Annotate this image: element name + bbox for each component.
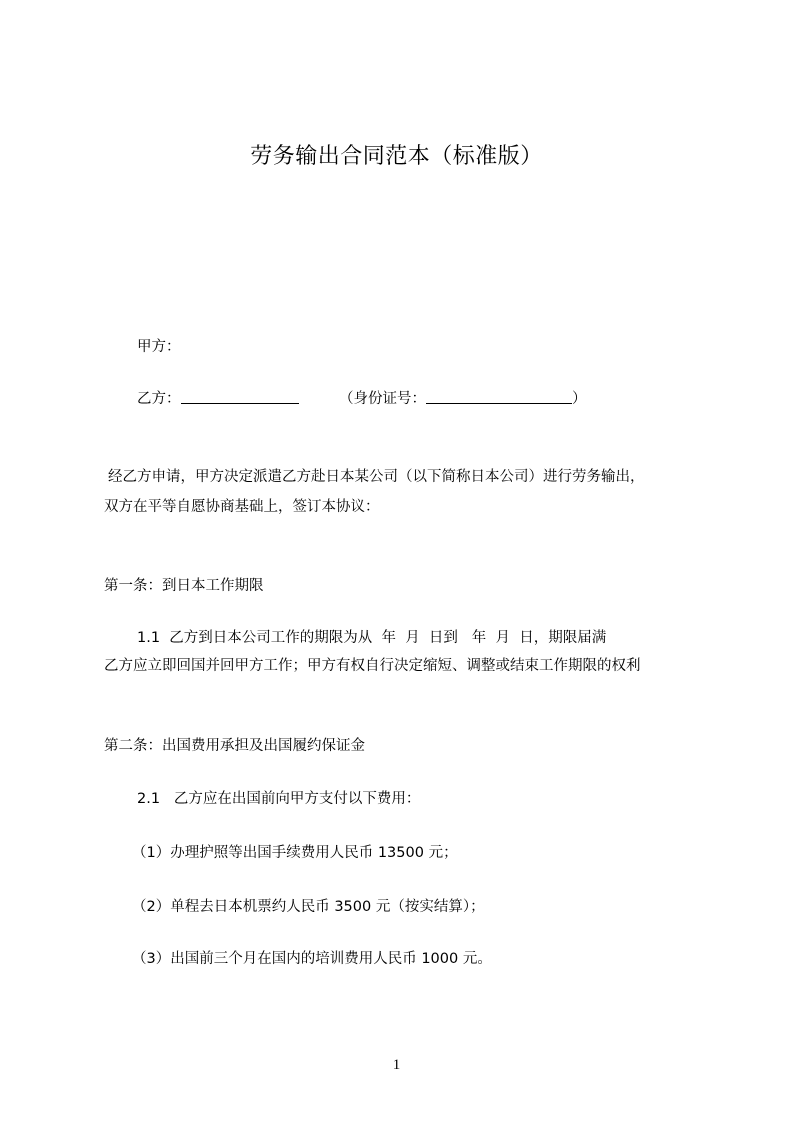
party-b-line	[137, 389, 299, 409]
party-b-name-blank	[181, 389, 299, 404]
id-number-label: （身份证号：	[339, 391, 426, 407]
article-1-heading: 第一条：到日本工作期限	[104, 578, 264, 594]
id-number-blank	[426, 389, 572, 404]
fee-item-2: （2）单程去日本机票约人民币 3500 元（按实结算）；	[132, 899, 485, 915]
article-2-heading: 第二条：出国费用承担及出国履约保证金	[104, 738, 365, 754]
party-b-label: 乙方：	[137, 391, 181, 407]
clause-2-1: 2.1 乙方应在出国前向甲方支付以下费用：	[137, 791, 421, 807]
document-title: 劳务输出合同范本（标准版）	[250, 144, 543, 169]
page-number: 1	[392, 1057, 401, 1073]
party-a-label: 甲方：	[137, 339, 181, 355]
clause-1-1-line-2: 乙方应立即回国并回甲方工作；甲方有权自行决定缩短、调整或结束工作期限的权利	[104, 658, 641, 674]
preamble-line-1: 经乙方申请，甲方决定派遣乙方赴日本某公司（以下简称日本公司）进行劳务输出，	[108, 469, 645, 485]
id-number-close: ）	[572, 391, 587, 407]
party-a-line	[137, 337, 181, 357]
clause-1-1-line-1: 1.1 乙方到日本公司工作的期限为从 年 月 日到 年 月 日，期限届满	[137, 630, 607, 646]
preamble-line-2: 双方在平等自愿协商基础上，签订本协议：	[104, 499, 380, 515]
fee-item-1: （1）办理护照等出国手续费用人民币 13500 元；	[132, 845, 458, 861]
id-number-line	[339, 389, 587, 409]
fee-item-3: （3）出国前三个月在国内的培训费用人民币 1000 元。	[132, 951, 492, 967]
